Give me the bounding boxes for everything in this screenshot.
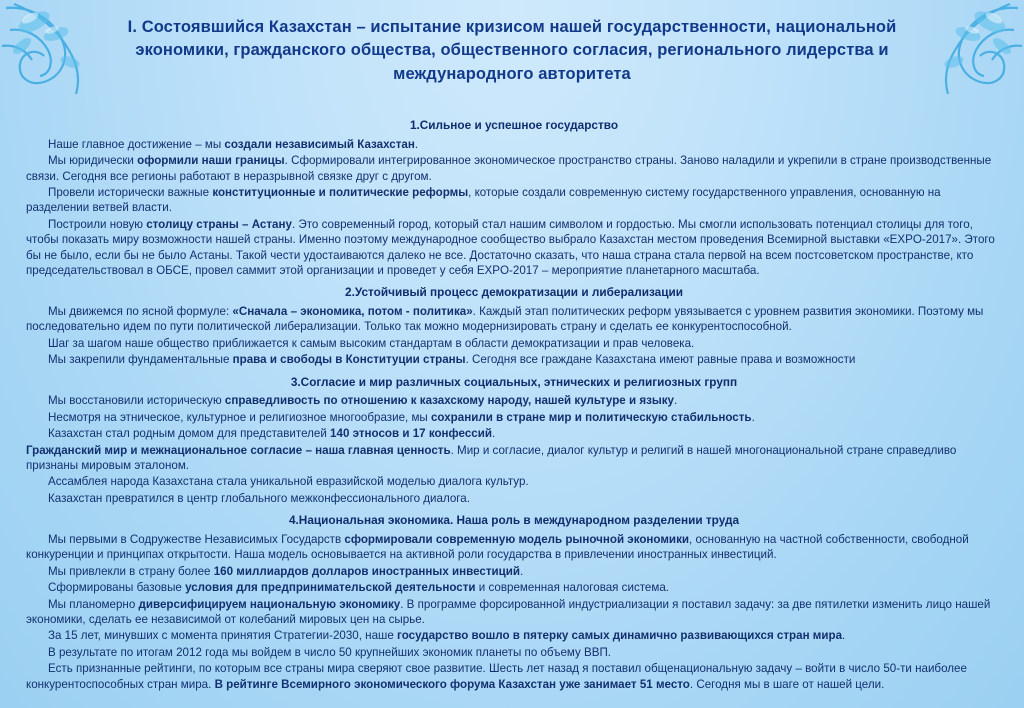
emphasis-text: диверсифицируем национальную экономику (138, 597, 401, 611)
body-text: Казахстан превратился в центр глобального межконфессионального диалога. (48, 491, 470, 505)
body-text: Казахстан стал родным домом для представителей (48, 427, 331, 441)
body-paragraph (26, 153, 1002, 184)
body-text: Мы восстановили историческую (48, 394, 225, 408)
decorative-floral-ornament-left (0, 0, 120, 120)
body-text: Несмотря на этническое, культурное и религиозное многообразие, мы (48, 410, 431, 424)
body-text: Есть признанные рейтинги, по которым все страны мира сверяют свое развитие. Шесть лет назад я поставил общенациональную задачу – войти в число 50-ти наиболее конкурентоспособных стран мира. (26, 662, 967, 691)
body-text: . (520, 564, 524, 578)
body-paragraph (26, 564, 1002, 579)
body-text: . Это современный город, который стал нашим символом и гордостью. Мы смогли использовать потенциал столицы для того, чтобы показать миру возможности нашей страны. Именно поэтому международное сообщество выбрало Казахстан местом проведения Всемирной выставки «EXPO-2017». Этого бы не было, если бы не было Астаны. Такой чести удостаиваются далеко не все. Достаточно сказать, что наша страна стала первой на всем постсоветском пространстве, кто председательствовал в ОБСЕ, провел саммит этой организации и проведет у себя EXPO-2017 – мероприятие планетарного масштаба. (26, 217, 995, 277)
body-text: . (674, 394, 678, 408)
body-text: За 15 лет, минувших с момента принятия Стратегии-2030, наше (48, 629, 398, 643)
body-text: , которые создали современную систему государственного управления, основанную на разделении ветвей власти. (26, 185, 941, 215)
slide-body (26, 118, 1002, 693)
section-heading: 2.Устойчивый процесс демократизации и либерализации (345, 285, 683, 300)
body-paragraph (26, 352, 1002, 367)
body-text: Мы движемся по ясной формуле: (48, 305, 233, 319)
section-heading: 1.Сильное и успешное государство (409, 118, 619, 132)
body-paragraph (26, 137, 1002, 152)
emphasis-text: Гражданский мир и межнациональное согласие – наша главная ценность (26, 443, 451, 457)
emphasis-text: права и свободы в Конституции страны (232, 353, 466, 367)
body-text: Мы первыми в Содружестве Независимых Государств (48, 532, 345, 546)
body-paragraph (26, 597, 1002, 628)
body-text: . Сегодня все граждане Казахстана имеют равные права и возможности (465, 353, 856, 367)
body-text: . (414, 137, 419, 151)
emphasis-text: столицу страны – Астану (146, 217, 292, 231)
body-paragraph (26, 185, 1002, 216)
emphasis-text: «Сначала – экономика, потом - политика» (232, 305, 473, 319)
body-text: . Сегодня мы в шаге от нашей цели. (689, 677, 885, 691)
emphasis-text: 160 миллиардов долларов иностранных инвестиций (213, 564, 521, 578)
emphasis-text: В рейтинге Всемирного экономического форума Казахстан уже занимает 51 место (214, 677, 690, 691)
body-paragraph (26, 661, 1002, 692)
body-text: Сформированы базовые (48, 581, 186, 595)
slide-title: I. Состоявшийся Казахстан – испытание кризисом нашей государственности, национальной экономики, гражданского общества, общественного согласия, регионального лидерства и международного авторитета (127, 18, 897, 83)
body-text: . Мир и согласие, диалог культур и религий в нашей многонациональной стране справедливо признаны мировым эталоном. (26, 443, 957, 472)
body-paragraph (26, 336, 1002, 351)
body-paragraph (26, 443, 1002, 474)
body-paragraph (26, 628, 1002, 643)
section-heading: 4.Национальная экономика. Наша роль в международном разделении труда (288, 513, 740, 528)
body-text: Шаг за шагом наше общество приближается к самым высоким стандартам в области демократизации и прав человека. (48, 336, 695, 350)
body-paragraph (26, 217, 1002, 279)
emphasis-text: сохранили в стране мир и политическую стабильность (430, 410, 752, 424)
body-paragraph (26, 393, 1002, 408)
body-text: , основанную на частной собственности, свободной конкуренции и принципах открытости. Наша модель основывается на активной роли государства в привлечении иностранных инвестиций. (26, 532, 969, 562)
body-text: . (751, 410, 755, 424)
emphasis-text: государство вошло в пятерку самых динамично развивающихся стран мира (397, 629, 843, 643)
emphasis-text: справедливость по отношению к казахскому народу, нашей культуре и языку (224, 394, 674, 408)
body-text: Мы закрепили фундаментальные (48, 353, 233, 367)
body-text: . (842, 629, 846, 643)
body-text: Провели исторически важные (48, 185, 213, 199)
body-paragraph (26, 532, 1002, 563)
section-heading: 3.Согласие и мир различных социальных, этнических и религиозных групп (290, 374, 738, 389)
body-text: Построили новую (48, 217, 147, 231)
emphasis-text: оформили наши границы (137, 154, 285, 168)
body-text: . В программе форсированной индустриализации я поставил задачу: за две пятилетки изменить лицо нашей экономики, сделать ее независимой от колебаний мировых цен на сырье. (26, 597, 991, 626)
emphasis-text: создали независимый Казахстан (224, 137, 415, 151)
body-paragraph (26, 304, 1002, 335)
body-text: Мы юридически (48, 154, 138, 168)
body-text: . Сформировали интегрированное экономическое пространство страны. Заново наладили и укрепили в стране производственные связи. Сегодня все регионы работают в неразрывной связке друг с другом. (26, 154, 992, 183)
emphasis-text: конституционные и политические реформы (212, 185, 469, 199)
body-text: и современная налоговая система. (475, 581, 670, 595)
body-text: Ассамблея народа Казахстана стала уникальной евразийской моделью диалога культур. (48, 475, 529, 489)
body-text: . Каждый этап политических реформ увязывается с уровнем развития экономики. Поэтому мы последовательно идем по пути политической либерализации. Только так можно модернизировать страну и сделать ее конкурентоспособной. (26, 305, 984, 334)
emphasis-text: сформировали современную модель рыночной экономики (344, 532, 689, 546)
body-paragraph (26, 426, 1002, 441)
emphasis-text: условия для предпринимательской деятельности (185, 581, 476, 595)
emphasis-text: 140 этносов и 17 конфессий (330, 427, 492, 441)
body-paragraph (26, 474, 1002, 489)
body-paragraph (26, 645, 1002, 660)
body-text: Наше главное достижение – мы (48, 137, 225, 151)
body-text: Мы привлекли в страну более (48, 564, 214, 578)
body-paragraph (26, 580, 1002, 595)
body-text: В результате по итогам 2012 года мы войдем в число 50 крупнейших экономик планеты по объему ВВП. (48, 645, 612, 659)
body-paragraph (26, 491, 1002, 506)
body-paragraph (26, 410, 1002, 425)
slide-title-container (120, 16, 904, 86)
decorative-floral-ornament-right (904, 0, 1024, 120)
body-text: . (492, 427, 496, 441)
body-text: Мы планомерно (48, 597, 139, 611)
